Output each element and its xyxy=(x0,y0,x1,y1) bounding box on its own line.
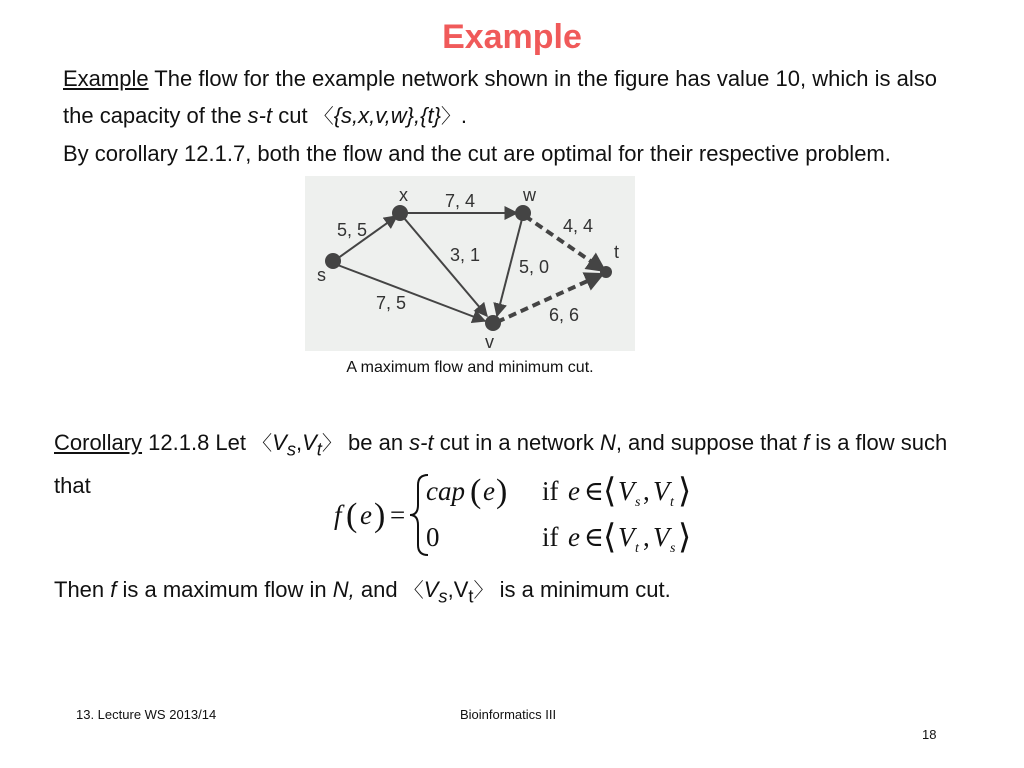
node-w xyxy=(515,205,531,221)
formula-sub-s-2: s xyxy=(670,541,676,556)
conclusion-s-sub: s xyxy=(438,585,448,607)
example-st: s-t xyxy=(247,103,273,128)
corollary-comma: , xyxy=(295,430,303,455)
formula-V-2b: V xyxy=(653,522,670,552)
left-angle: 〈 xyxy=(252,431,273,455)
formula-comma-2: , xyxy=(643,522,650,552)
formula-svg xyxy=(330,469,730,561)
edge-label-s-v: 7, 5 xyxy=(376,293,407,313)
example-keyword: Example xyxy=(63,66,149,91)
network-diagram xyxy=(305,176,635,351)
conclusion-t-sub: t xyxy=(468,585,474,607)
corollary-text-5: is a flow such that xyxy=(54,430,948,499)
formula-equals: = xyxy=(390,500,406,530)
node-s xyxy=(325,253,341,269)
example-text-3: . xyxy=(460,103,468,128)
figure-caption: A maximum flow and minimum cut. xyxy=(346,359,594,376)
conclusion-comma: , xyxy=(447,577,454,602)
edge-label-w-v: 5, 0 xyxy=(519,257,550,277)
footer-course: Bioinformatics III xyxy=(460,707,557,722)
formula-cap-paren-open: ( xyxy=(470,473,482,510)
corollary-st: s-t xyxy=(409,430,434,455)
conclusion-text-2: is a maximum flow in xyxy=(116,577,333,602)
example-line-2: By corollary 12.1.7, both the flow and the cut are optimal for their respective problem. xyxy=(63,141,891,166)
conclusion-paragraph xyxy=(54,571,974,614)
corollary-f: f xyxy=(802,430,810,455)
formula-lhs-paren-close: ) xyxy=(374,497,386,534)
page-number: 18 xyxy=(922,727,937,742)
right-angle: 〉 xyxy=(440,104,461,128)
right-angle: 〉 xyxy=(473,578,494,602)
network-figure xyxy=(305,176,635,351)
conclusion-V2: V xyxy=(453,577,469,602)
conclusion-V: V xyxy=(423,577,439,602)
edge-label-v-t: 6, 6 xyxy=(549,305,580,325)
corollary-text-1: 12.1.8 Let xyxy=(142,430,253,455)
formula-zero: 0 xyxy=(426,522,440,552)
formula-sub-s-1: s xyxy=(635,495,641,510)
node-x xyxy=(392,205,408,221)
corollary-N: N xyxy=(599,430,616,455)
edge-label-s-x: 5, 5 xyxy=(337,220,368,240)
left-angle: 〈 xyxy=(403,578,424,602)
conclusion-text-4: is a minimum cut. xyxy=(493,577,671,602)
formula-V-1b: V xyxy=(653,476,670,506)
example-cut-set: {s,x,v,w},{t} xyxy=(333,103,441,128)
corollary-s-sub: s xyxy=(286,438,296,460)
conclusion-f: f xyxy=(110,577,117,602)
formula-lang-2: ⟨ xyxy=(603,519,617,556)
formula-lhs-f: f xyxy=(334,500,342,530)
example-text-2: cut xyxy=(272,103,314,128)
conclusion-text-1: Then xyxy=(54,577,111,602)
edge-x-v xyxy=(404,218,487,316)
node-label-t: t xyxy=(614,242,620,262)
formula-cap-e: e xyxy=(483,476,495,506)
formula-sub-t-1: t xyxy=(670,495,674,510)
corollary-t-sub: t xyxy=(316,438,322,460)
formula-cap-paren-close: ) xyxy=(496,473,508,510)
example-paragraph xyxy=(63,60,963,172)
formula-lang-1: ⟨ xyxy=(603,473,617,510)
edge-label-x-w: 7, 4 xyxy=(445,191,476,211)
formula-lhs-e: e xyxy=(360,500,372,530)
node-label-x: x xyxy=(399,185,408,205)
formula-rang-2: ⟩ xyxy=(678,519,692,556)
formula-cap: cap xyxy=(426,476,465,506)
formula-sub-t-2: t xyxy=(635,541,639,556)
corollary-V: V xyxy=(272,430,287,455)
edge-label-x-v: 3, 1 xyxy=(450,245,481,265)
node-label-v: v xyxy=(485,332,494,351)
formula-e-2: e xyxy=(568,522,580,552)
left-angle: 〈 xyxy=(313,104,334,128)
corollary-V2: V xyxy=(302,430,317,455)
formula-V-1a: V xyxy=(618,476,635,506)
slide-title: Example xyxy=(442,18,582,56)
node-t xyxy=(600,266,612,278)
formula-V-2a: V xyxy=(618,522,635,552)
right-angle: 〉 xyxy=(321,431,342,455)
edge-s-v xyxy=(335,264,485,321)
edge-label-w-t: 4, 4 xyxy=(563,216,594,236)
node-label-w: w xyxy=(523,185,536,205)
corollary-text-4: , and suppose that xyxy=(615,430,803,455)
corollary-keyword: Corollary xyxy=(54,430,143,455)
formula-e-1: e xyxy=(568,476,580,506)
node-label-s: s xyxy=(317,265,326,285)
node-v xyxy=(485,315,501,331)
formula-comma-1: , xyxy=(643,476,650,506)
formula-in-1: ∈ xyxy=(584,476,604,506)
footer-lecture: 13. Lecture WS 2013/14 xyxy=(76,707,217,722)
conclusion-text-3: and xyxy=(354,577,404,602)
formula-lhs-paren-open: ( xyxy=(346,497,358,534)
corollary-text-3: cut in a network xyxy=(433,430,600,455)
example-text-1: The flow for the example network shown in the figure has value 10, which is also the capacity of the xyxy=(63,66,937,128)
formula-if-2: if xyxy=(542,522,559,552)
formula-in-2: ∈ xyxy=(584,522,604,552)
conclusion-N: N, xyxy=(332,577,355,602)
formula-rang-1: ⟩ xyxy=(678,473,692,510)
corollary-text-2: be an xyxy=(341,430,410,455)
formula-if-1: if xyxy=(542,476,559,506)
flow-formula xyxy=(330,469,730,561)
